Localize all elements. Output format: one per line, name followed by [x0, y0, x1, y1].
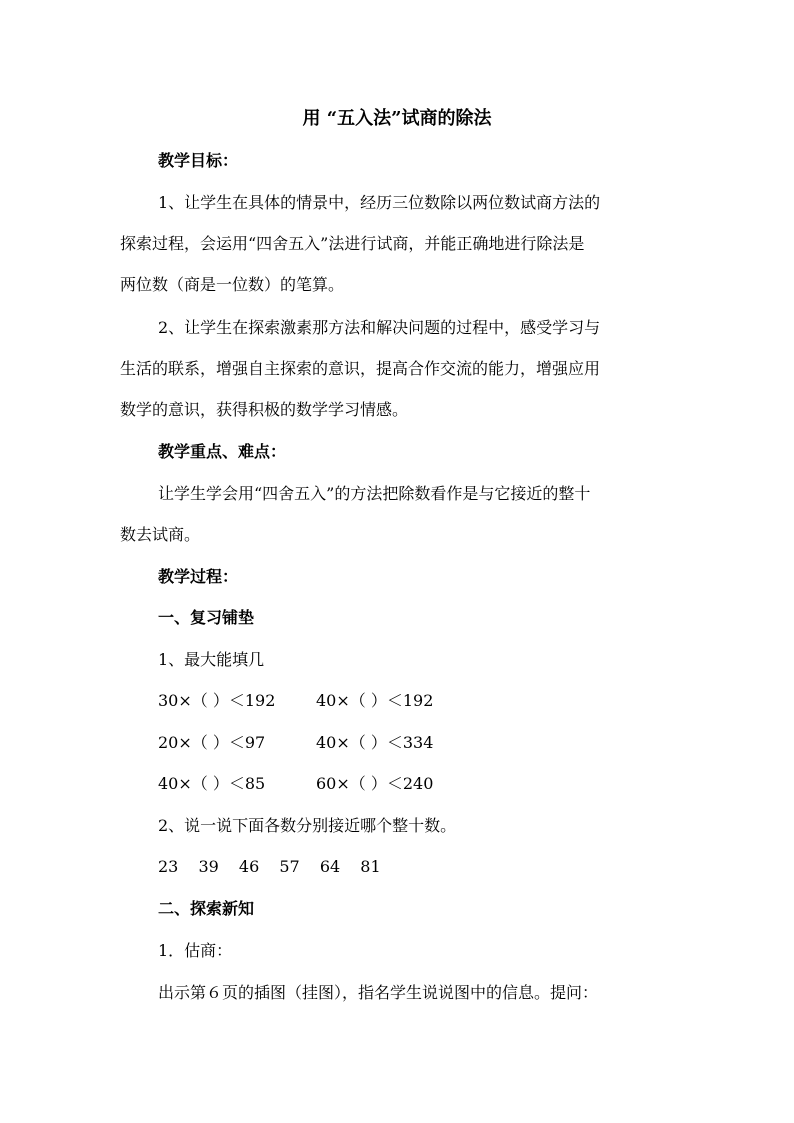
objective1-line2: 探索过程，会运用“四舍五入”法进行试商，并能正确地进行除法是	[120, 234, 585, 253]
exercise-left: 20×（ ）＜97	[158, 733, 266, 752]
number-list	[158, 857, 718, 877]
key-points-line2: 数去试商。	[120, 525, 201, 544]
document-title: 用 “五入法”试商的除法	[302, 108, 492, 129]
number-item: 81	[360, 857, 381, 876]
key-points-line1: 让学生学会用“四舍五入”的方法把除数看作是与它接近的整十	[158, 484, 591, 503]
section1-heading: 一、复习铺垫	[158, 608, 255, 627]
objective2-line2: 生活的联系，增强自主探索的意识，提高合作交流的能力，增强应用	[120, 359, 601, 378]
objective1-line1: 1、让学生在具体的情景中，经历三位数除以两位数试商方法的	[158, 193, 601, 212]
objective2-line1: 2、让学生在探索激素那方法和解决问题的过程中，感受学习与	[158, 318, 601, 337]
number-item: 57	[279, 857, 300, 876]
number-item: 64	[319, 857, 341, 876]
number-item: 46	[238, 857, 260, 876]
section2-line1: 出示第６页的插图（挂图），指名学生说说图中的信息。提问：	[158, 983, 599, 1002]
exercise-right: 40×（ ）＜192	[316, 691, 434, 710]
section1-item2: 2、说一说下面各数分别接近哪个整十数。	[158, 816, 457, 835]
exercise-right: 60×（ ）＜240	[316, 774, 434, 793]
exercise-row-1	[158, 691, 434, 711]
exercise-left: 30×（ ）＜192	[158, 691, 276, 710]
objective1-line3: 两位数（商是一位数）的笔算。	[120, 275, 345, 294]
section2-item1: 1．估商：	[158, 941, 233, 960]
section2-heading: 二、探索新知	[158, 899, 255, 918]
objective2-line3: 数学的意识，获得积极的数学学习情感。	[120, 400, 409, 419]
exercise-row-2	[158, 733, 434, 753]
exercise-right: 40×（ ）＜334	[316, 733, 434, 752]
objectives-heading: 教学目标：	[158, 151, 239, 170]
section1-item1: 1、最大能填几	[158, 650, 265, 669]
process-heading: 教学过程：	[158, 567, 239, 586]
number-item: 39	[198, 857, 219, 876]
number-item: 23	[158, 857, 179, 876]
key-points-heading: 教学重点、难点：	[158, 442, 287, 461]
exercise-row-3	[158, 774, 434, 794]
exercise-left: 40×（ ）＜85	[158, 774, 266, 793]
